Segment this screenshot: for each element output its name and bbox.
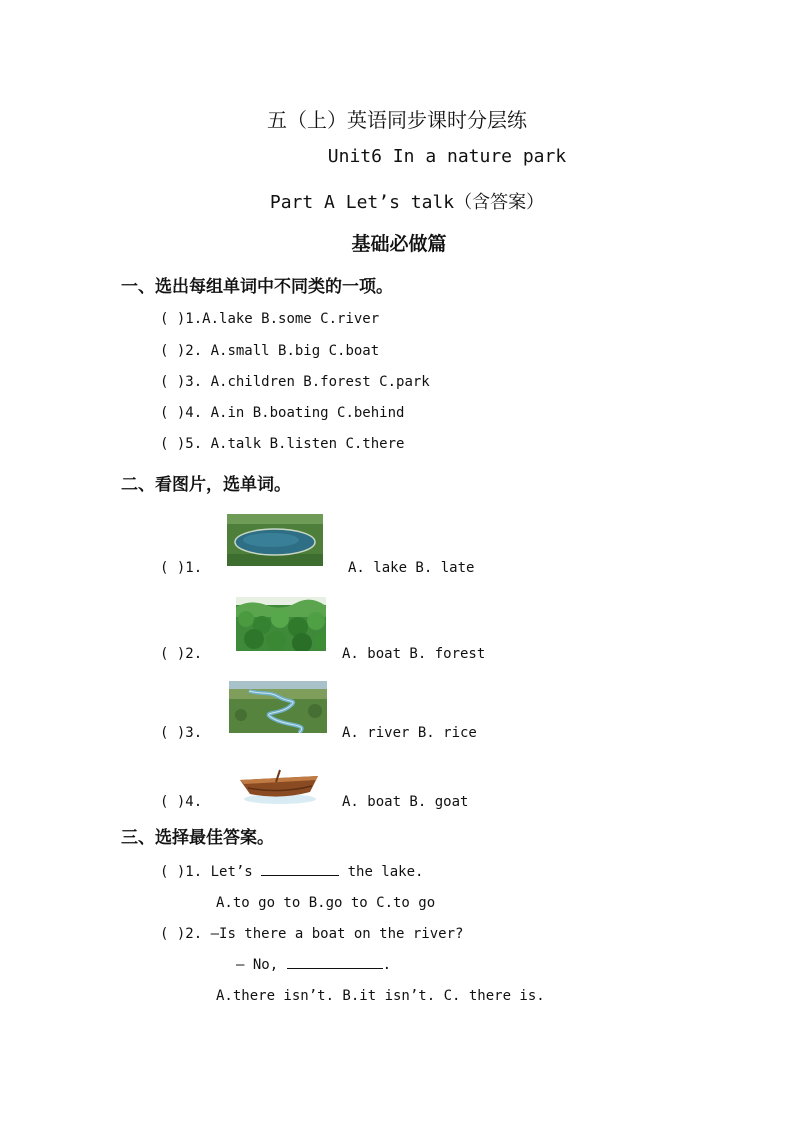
answer-paren[interactable]: ( ) (160, 311, 186, 327)
answer-paren[interactable]: ( ) (160, 864, 186, 880)
answer-paren[interactable]: ( ) (160, 560, 186, 576)
forest-picture (236, 597, 326, 651)
question-text: 4. A.in B.boating C.behind (185, 405, 405, 421)
question-number: 4. (185, 794, 203, 810)
section-2-heading: 二、看图片，选单词。 (121, 475, 291, 495)
answer-paren[interactable]: ( ) (160, 646, 186, 662)
answer-paren[interactable]: ( ) (160, 926, 186, 942)
unit-title: Unit6 In a nature park (327, 146, 567, 167)
level-title: 基础必做篇 (351, 233, 447, 255)
question-text: 3. A.children B.forest C.park (185, 374, 430, 390)
river-picture (229, 681, 327, 733)
question-text: 2. A.small B.big C.boat (185, 343, 380, 359)
answer-paren[interactable]: ( ) (160, 794, 186, 810)
question-text-before: 1. Let’s (185, 864, 262, 880)
question-text: 5. A.talk B.listen C.there (185, 436, 405, 452)
answer-paren[interactable]: ( ) (160, 343, 186, 359)
s3-question-1-options: A.to go to B.go to C.to go (216, 895, 436, 911)
question-text-after: the lake. (339, 864, 424, 880)
fill-blank[interactable] (261, 875, 339, 876)
s1-item-5 (160, 436, 404, 452)
part-title: Part A Let’s talk（含答案） (269, 192, 545, 213)
s1-item-1 (160, 311, 379, 327)
s2-item-1 (160, 560, 202, 576)
question-number: 1. (185, 560, 203, 576)
s2-item-2 (160, 646, 202, 662)
s2-item-3 (160, 725, 202, 741)
s2-item-1-options: A. lake B. late (348, 560, 475, 576)
s3-question-2-line2 (236, 957, 391, 973)
lake-picture (227, 514, 323, 566)
answer-paren[interactable]: ( ) (160, 374, 186, 390)
answer-paren[interactable]: ( ) (160, 436, 186, 452)
boat-picture (236, 766, 322, 806)
document-title: 五（上）英语同步课时分层练 (267, 108, 527, 132)
s2-item-4 (160, 794, 202, 810)
s1-item-4 (160, 405, 404, 421)
s2-item-2-options: A. boat B. forest (342, 646, 486, 662)
fill-blank[interactable] (287, 968, 383, 969)
answer-paren[interactable]: ( ) (160, 725, 186, 741)
question-text: 2. –Is there a boat on the river? (185, 926, 464, 942)
s2-item-3-options: A. river B. rice (342, 725, 477, 741)
s1-item-2 (160, 343, 379, 359)
answer-paren[interactable]: ( ) (160, 405, 186, 421)
question-number: 3. (185, 725, 203, 741)
s3-question-2 (160, 926, 463, 942)
s3-question-2-options: A.there isn’t. B.it isn’t. C. there is. (216, 988, 545, 1004)
s1-item-3 (160, 374, 430, 390)
s2-item-4-options: A. boat B. goat (342, 794, 469, 810)
question-text: 1.A.lake B.some C.river (185, 311, 380, 327)
s3-question-1 (160, 864, 423, 880)
section-1-heading: 一、选出每组单词中不同类的一项。 (121, 277, 393, 297)
answer-prefix: – No, (236, 957, 287, 973)
answer-suffix: . (382, 957, 392, 973)
section-3-heading: 三、选择最佳答案。 (121, 828, 274, 848)
question-number: 2. (185, 646, 203, 662)
